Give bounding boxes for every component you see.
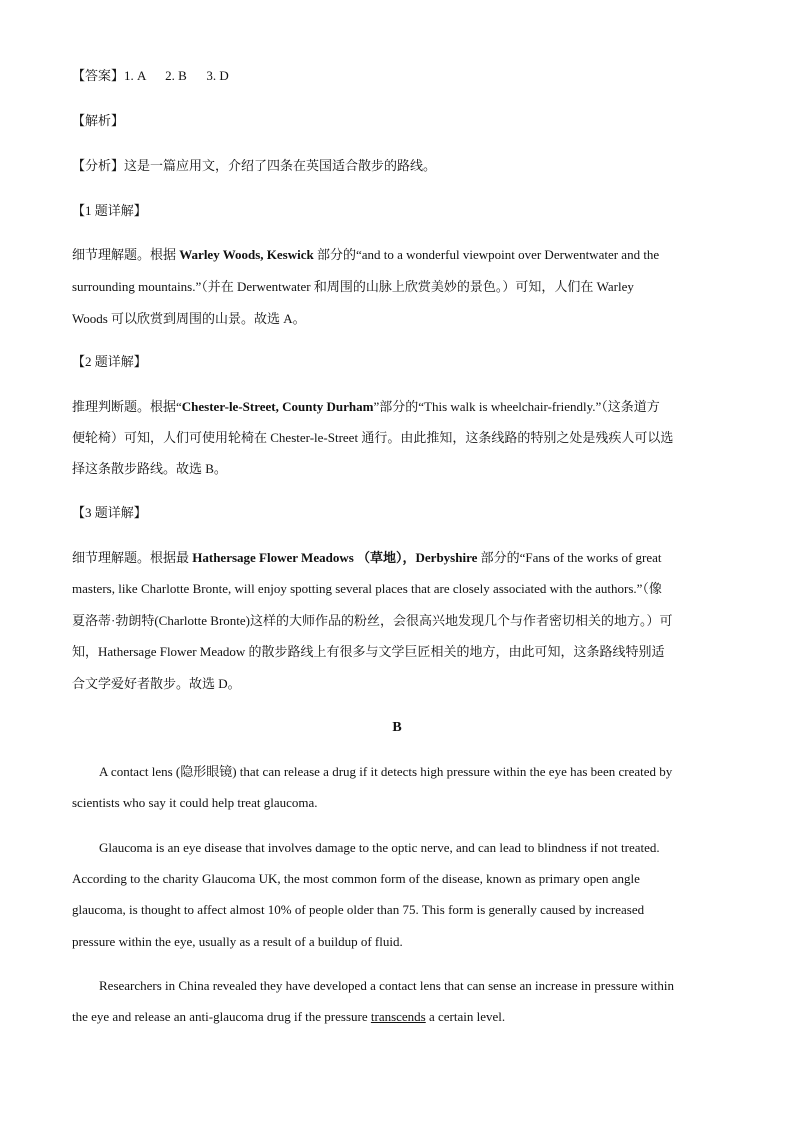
para3-line-2 bbox=[72, 1009, 722, 1025]
q3-line-1 bbox=[72, 550, 722, 566]
para3-text-c: a certain level. bbox=[425, 1009, 506, 1024]
q3-line-2: masters, like Charlotte Bronte, will enjoy spotting several places that are closely associated with the authors.”（像 bbox=[72, 581, 662, 596]
analysis-header: 【解析】 bbox=[72, 113, 125, 128]
q2-line-3: 择这条散步路线。故选 B。 bbox=[72, 461, 227, 476]
underlined-word: transcends bbox=[370, 1009, 426, 1024]
q2-section-name: Chester-le-Street, County Durham bbox=[181, 399, 374, 414]
q2-line-1 bbox=[72, 399, 722, 415]
q2-header: 【2 题详解】 bbox=[72, 354, 147, 369]
para2-line-2: According to the charity Glaucoma UK, the most common form of the disease, known as primary open angle bbox=[72, 871, 640, 886]
q1-line-2: surrounding mountains.”（并在 Derwentwater 和周围的山脉上欣赏美妙的景色。）可知，人们在 Warley bbox=[72, 279, 634, 294]
answer-line bbox=[72, 68, 722, 84]
q3-section-name: Hathersage Flower Meadows （草地），Derbyshire bbox=[192, 550, 478, 565]
q1-section-name: Warley Woods, Keswick bbox=[179, 247, 314, 262]
q3-text-a: 细节理解题。根据最 bbox=[72, 550, 193, 565]
answer-text: 1. A 2. B 3. D bbox=[124, 68, 229, 83]
q1-header: 【1 题详解】 bbox=[72, 203, 147, 218]
para3-line-1: Researchers in China revealed they have developed a contact lens that can sense an increase in pressure within bbox=[99, 978, 675, 993]
q1-text-a: 细节理解题。根据 bbox=[72, 247, 180, 262]
q3-line-5: 合文学爱好者散步。故选 D。 bbox=[72, 676, 241, 691]
q3-text-c: 部分的“Fans of the works of great bbox=[477, 550, 662, 565]
q3-line-4: 知，Hathersage Flower Meadow 的散步路线上有很多与文学巨匠相关的地方，由此可知，这条路线特别适 bbox=[72, 644, 665, 659]
q1-text-c: 部分的“and to a wonderful viewpoint over Derwentwater and the bbox=[313, 247, 660, 262]
para2-line-1: Glaucoma is an eye disease that involves damage to the optic nerve, and can lead to blindness if not treated. bbox=[99, 840, 660, 855]
q2-line-2: 便轮椅）可知，人们可使用轮椅在 Chester-le-Street 通行。由此推知，这条线路的特别之处是残疾人可以选 bbox=[72, 430, 674, 445]
q1-line-3: Woods 可以欣赏到周围的山景。故选 A。 bbox=[72, 311, 306, 326]
summary-text: 这是一篇应用文，介绍了四条在英国适合散步的路线。 bbox=[124, 158, 437, 173]
summary-label: 【分析】 bbox=[72, 158, 125, 173]
answer-label: 【答案】 bbox=[72, 68, 125, 83]
para1-line-2: scientists who say it could help treat glaucoma. bbox=[72, 795, 318, 810]
section-b-title: B bbox=[392, 720, 402, 735]
q3-header: 【3 题详解】 bbox=[72, 505, 147, 520]
para3-text-a: the eye and release an anti-glaucoma drug if the pressure bbox=[72, 1009, 371, 1024]
q3-line-3: 夏洛蒂·勃朗特(Charlotte Bronte)这样的大师作品的粉丝，会很高兴地发现几个与作者密切相关的地方。）可 bbox=[72, 613, 673, 628]
summary-line bbox=[72, 158, 722, 174]
para2-line-3: glaucoma, is thought to affect almost 10% of people older than 75. This form is generally caused by increased bbox=[72, 902, 645, 917]
para2-line-4: pressure within the eye, usually as a result of a buildup of fluid. bbox=[72, 934, 403, 949]
q1-line-1 bbox=[72, 247, 722, 263]
q2-text-a: 推理判断题。根据“ bbox=[72, 399, 182, 414]
para1-line-1: A contact lens (隐形眼镜) that can release a drug if it detects high pressure within the eye has been created by bbox=[99, 764, 673, 779]
q2-text-c: ”部分的“This walk is wheelchair-friendly.”（这条道方 bbox=[373, 399, 660, 414]
